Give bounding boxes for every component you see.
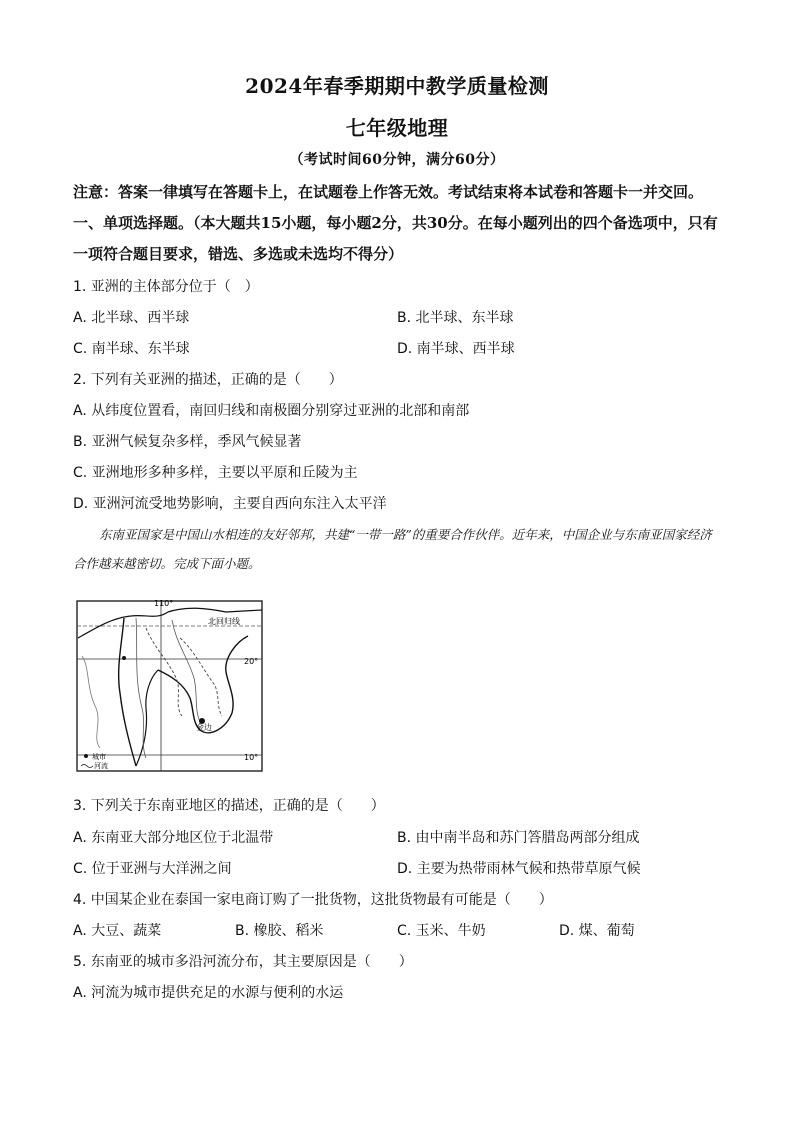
exam-title: 2024年春季期期中教学质量检测 [245,74,549,98]
question-3-option-a[interactable]: A. 东南亚大部分地区位于北温带 [73,830,274,846]
legend-river-label: 河流 [94,762,108,770]
city-label: 金边 [196,723,212,732]
question-5-option-a[interactable]: A. 河流为城市提供充足的水源与便利的水运 [73,985,344,1001]
question-4-stem: 4. 中国某企业在泰国一家电商订购了一批货物，这批货物最有可能是（ ） [73,892,553,908]
question-3-option-d[interactable]: D. 主要为热带雨林气候和热带草原气候 [397,861,641,877]
legend-city-marker [84,754,88,758]
question-2-option-a[interactable]: A. 从纬度位置看，南回归线和南极圈分别穿过亚洲的北部和南部 [73,403,470,419]
southeast-asia-map [76,598,264,774]
question-1-option-a[interactable]: A. 北半球、西半球 [73,310,190,326]
question-1-option-c[interactable]: C. 南半球、东半球 [73,341,190,357]
tropic-label: 北回归线 [208,617,240,626]
legend-city-label: 城市 [92,753,106,761]
exam-notice: 注意：答案一律填写在答题卡上，在试题卷上作答无效。考试结束将本试卷和答题卡一并交回。一、单项选择题。（本大题共15小题，每小题2分，共30分。在每小题列出的四个备选项中，只有一项符合题目要求，错选、多选或未选均不得分） [73,183,718,263]
exam-info: （考试时间60分钟，满分60分） [289,152,505,168]
question-4-option-b[interactable]: B. 橡胶、稻米 [235,923,324,939]
map-frame [77,601,262,771]
reading-passage: 东南亚国家是中国山水相连的友好邻邦，共建“一带一路”的重要合作伙伴。近年来，中国企业与东南亚国家经济合作越来越密切。完成下面小题。 [73,527,712,571]
question-2-stem: 2. 下列有关亚洲的描述，正确的是（ ） [73,372,343,388]
lon-label: 110° [154,599,174,608]
question-5-stem: 5. 东南亚的城市多沿河流分布，其主要原因是（ ） [73,954,413,970]
city-marker [122,656,126,660]
question-3-option-b[interactable]: B. 由中南半岛和苏门答腊岛两部分组成 [397,830,640,846]
lat10-label: 10° [244,753,259,762]
exam-subject: 七年级地理 [345,116,449,140]
question-3-option-c[interactable]: C. 位于亚洲与大洋洲之间 [73,861,232,877]
map-svg [76,598,264,774]
question-1-option-b[interactable]: B. 北半球、东半球 [397,310,514,326]
lat20-label: 20° [244,657,259,666]
question-2-option-b[interactable]: B. 亚洲气候复杂多样，季风气候显著 [73,434,302,450]
question-4-option-a[interactable]: A. 大豆、蔬菜 [73,923,162,939]
question-2-option-d[interactable]: D. 亚洲河流受地势影响，主要自西向东注入太平洋 [73,496,387,512]
question-1-option-d[interactable]: D. 南半球、西半球 [397,341,515,357]
question-4-option-d[interactable]: D. 煤、葡萄 [559,923,635,939]
question-4-option-c[interactable]: C. 玉米、牛奶 [397,923,486,939]
question-3-stem: 3. 下列关于东南亚地区的描述，正确的是（ ） [73,798,385,814]
question-2-option-c[interactable]: C. 亚洲地形多种多样，主要以平原和丘陵为主 [73,465,358,481]
question-1-stem: 1. 亚洲的主体部分位于（ ） [73,279,259,295]
